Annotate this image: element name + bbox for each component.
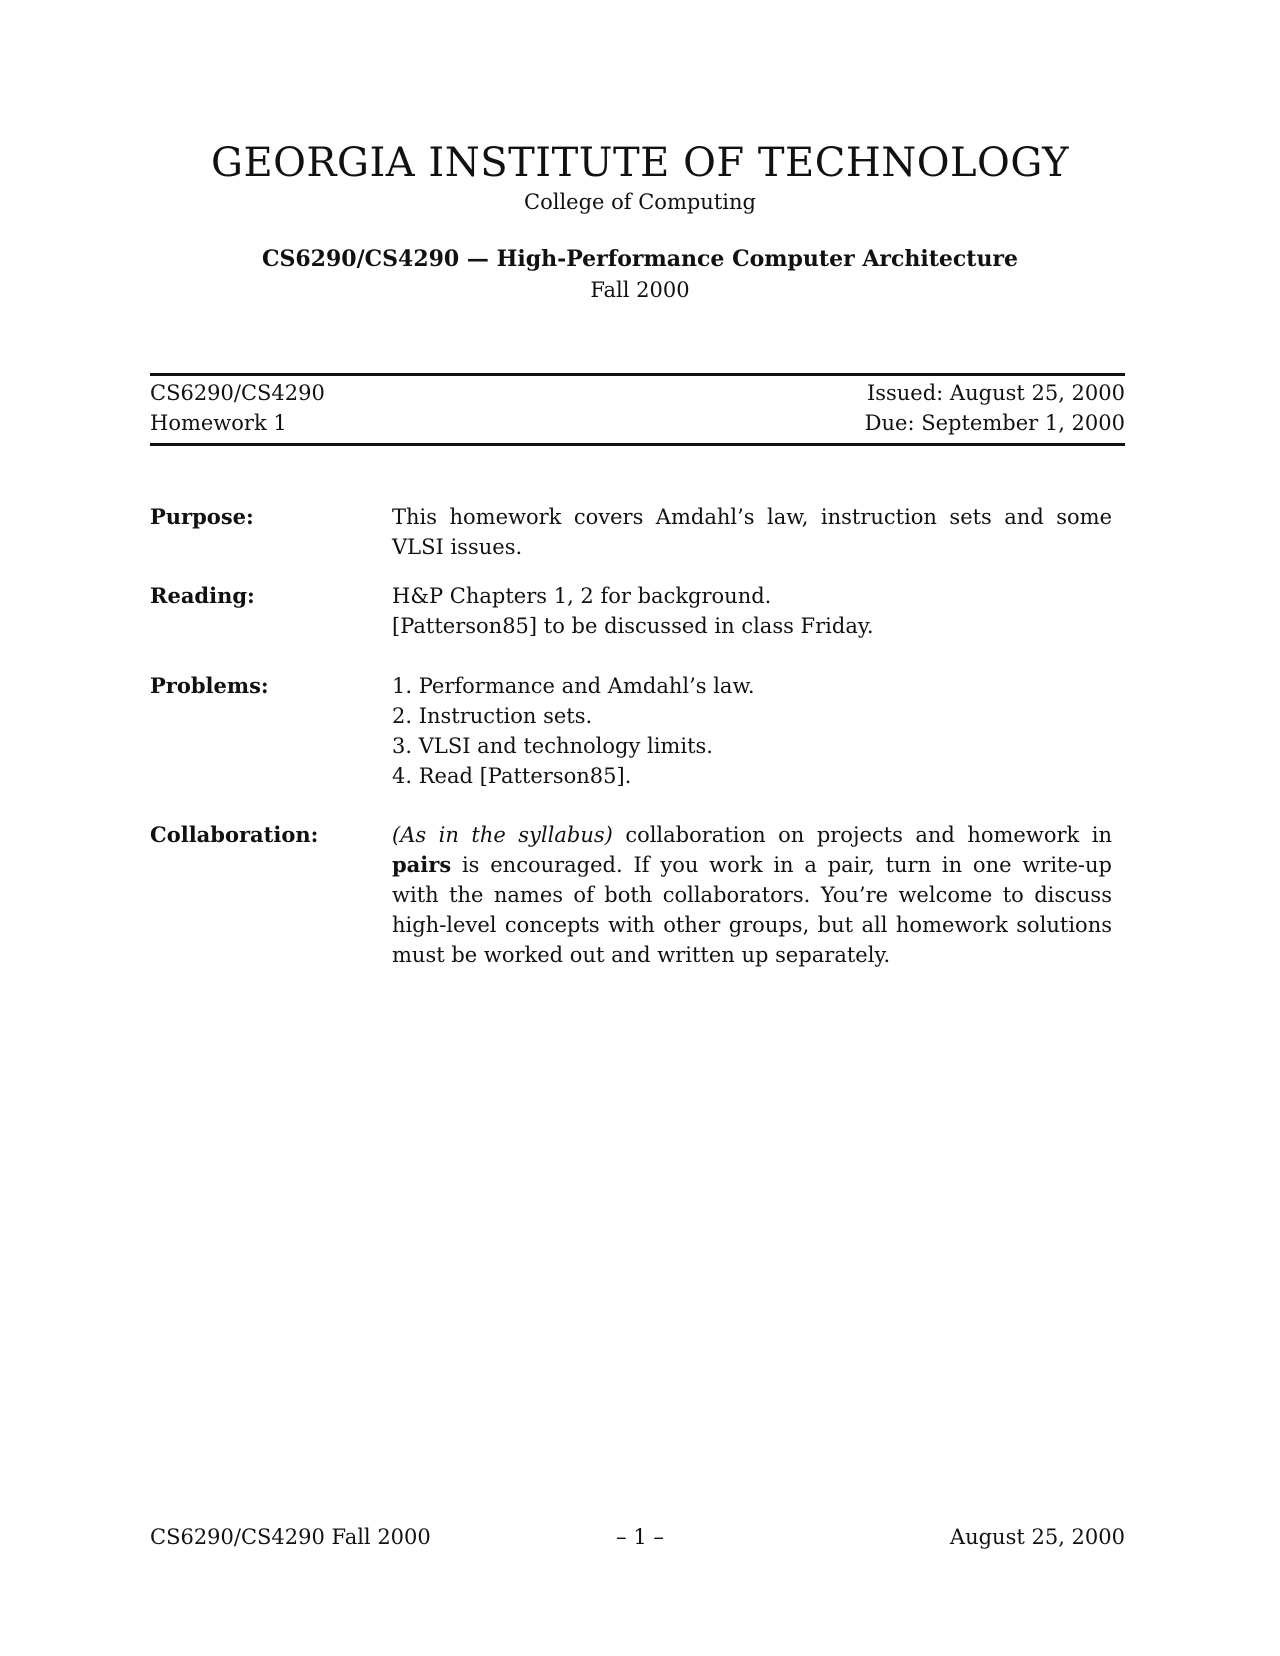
reading-line: [Patterson85] to be discussed in class Friday. <box>392 614 874 638</box>
info-issued-date: Issued: August 25, 2000 <box>866 381 1125 405</box>
info-course: CS6290/CS4290 <box>150 381 325 405</box>
problem-item: 2. Instruction sets. <box>392 704 593 728</box>
footer-date: August 25, 2000 <box>949 1525 1125 1549</box>
collaboration-label: Collaboration: <box>150 822 319 847</box>
collaboration-text <box>392 820 1112 970</box>
purpose-label: Purpose: <box>150 504 254 529</box>
problem-item: 4. Read [Patterson85]. <box>392 764 632 788</box>
collaboration-text-part: collaboration on projects and homework in <box>612 823 1112 847</box>
info-top-rule <box>150 373 1125 376</box>
problems-label: Problems: <box>150 673 269 698</box>
footer-page-number: – 1 – <box>616 1525 664 1549</box>
info-bottom-rule <box>150 443 1125 446</box>
course-term: Fall 2000 <box>590 278 690 302</box>
collaboration-italic-prefix: (As in the syllabus) <box>392 823 613 847</box>
collaboration-text-part: is encouraged. If you work in a pair, turn in one write-up with the names of both collaborators. You’re welcome to discuss high-level concepts with other groups, but all homework solutions must be worked out and written up separately. <box>392 853 1112 967</box>
purpose-text: This homework covers Amdahl’s law, instruction sets and some VLSI issues. <box>392 505 1112 559</box>
reading-body <box>392 581 1112 641</box>
collaboration-bold-word: pairs <box>392 852 452 877</box>
course-title: CS6290/CS4290 — High-Performance Computer Architecture <box>261 246 1019 272</box>
reading-label: Reading: <box>150 583 255 608</box>
info-right-block <box>865 378 1125 438</box>
problems-list <box>392 671 1112 791</box>
info-assignment: Homework 1 <box>150 411 287 435</box>
problems-body <box>392 671 1112 791</box>
college-name: College of Computing <box>524 190 756 214</box>
footer-course: CS6290/CS4290 Fall 2000 <box>150 1525 431 1549</box>
problem-item: 1. Performance and Amdahl’s law. <box>392 674 755 698</box>
info-due-date: Due: September 1, 2000 <box>864 411 1125 435</box>
institute-name: GEORGIA INSTITUTE OF TECHNOLOGY <box>210 140 1070 186</box>
info-left-block <box>150 378 325 438</box>
reading-line: H&P Chapters 1, 2 for background. <box>392 584 772 608</box>
problem-item: 3. VLSI and technology limits. <box>392 734 713 758</box>
